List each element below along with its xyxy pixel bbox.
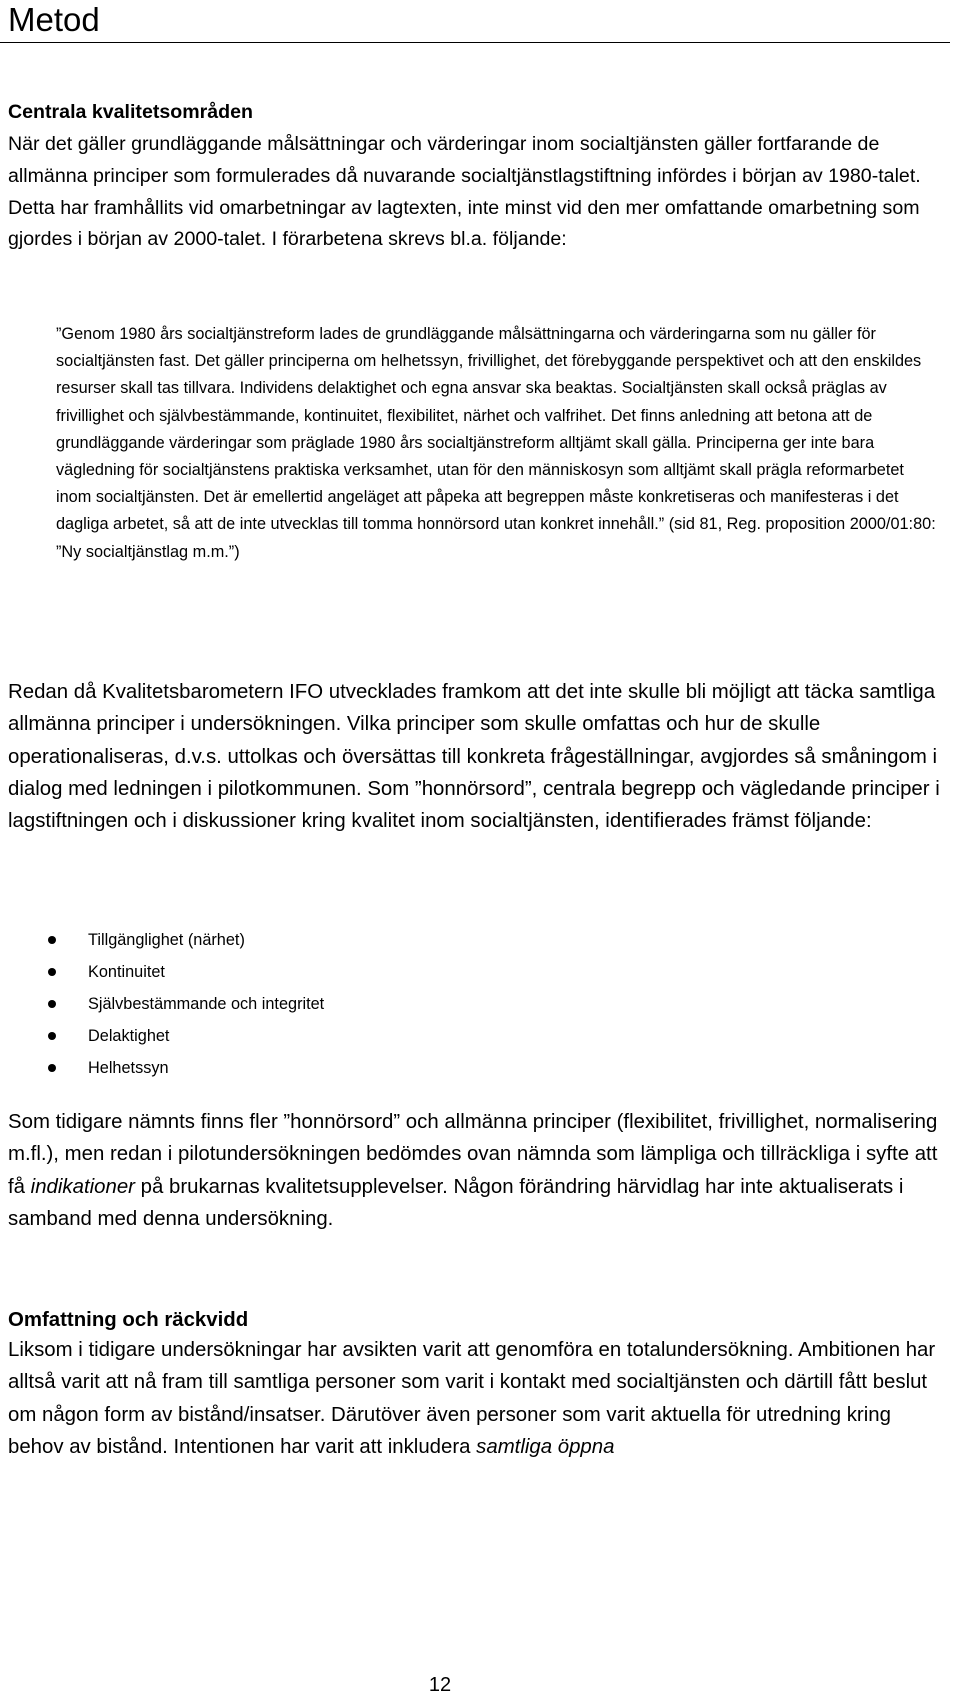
bullet-icon bbox=[48, 968, 56, 976]
honnorsord-paragraph: Som tidigare nämnts finns fler ”honnörsord” och allmänna principer (flexibilitet, frivillighet, normalisering m.fl.), men redan i pilotundersökningen bedömdes ovan nämnda som lämpliga och tillräckliga i syfte att få indikationer på brukarnas kvalitetsupplevelser. Någon förändring härvidlag har inte aktualiserats i samband med denna undersökning. bbox=[8, 1111, 938, 1230]
title-underline bbox=[0, 42, 950, 43]
section-heading-omfattning: Omfattning och räckvidd bbox=[8, 1309, 249, 1331]
emphasis-samtliga-oppna: samtliga öppna bbox=[476, 1435, 615, 1458]
section-heading-kvalitetsomraden: Centrala kvalitetsområden bbox=[8, 101, 254, 123]
principles-list bbox=[48, 924, 324, 1084]
list-item: Tillgänglighet (närhet) bbox=[48, 924, 324, 956]
intro-paragraph: När det gäller grundläggande målsättningar och värderingar inom socialtjänsten gäller fortfarande de allmänna principer som formulerades då nuvarande socialtjänstlagstiftning infördes i början av 1980-talet. Detta har framhållits vid omarbetningar av lagtexten, inte minst vid den mer omfattande omarbetning som gjordes i början av 2000-talet. I förarbetena skrevs bl.a. följande: bbox=[8, 133, 921, 251]
emphasis-indikationer: indikationer bbox=[30, 1175, 135, 1198]
legislation-quote: ”Genom 1980 års socialtjänstreform lades de grundläggande målsättningarna och värderingarna som nu gäller för socialtjänsten fast. Det gäller principerna om helhetssyn, frivillighet, det förebyggande perspektivet och att den enskildes resurser skall tas tillvara. Individens delaktighet och egna ansvar ska beaktas. Socialtjänsten skall också präglas av frivillighet och självbestämmande, kontinuitet, flexibilitet, närhet och valfrihet. Det finns anledning att betona att de grundläggande värderingar som präglade 1980 års socialtjänstreform alltjämt skall gälla. Principerna ger inte bara vägledning för socialtjänstens praktiska verksamhet, utan för den människosyn som alltjämt skall prägla reformarbetet inom socialtjänsten. Det är emellertid angeläget att påpeka att begreppen måste konkretiseras och manifesteras i det dagliga arbetet, så att de inte utvecklas till tomma honnörsord utan konkret innehåll.” (sid 81, Reg. proposition 2000/01:80: ”Ny socialtjänstlag m.m.”) bbox=[56, 325, 936, 561]
principles-paragraph: Redan då Kvalitetsbarometern IFO utvecklades framkom att det inte skulle bli möjligt att täcka samtliga allmänna principer i undersökningen. Vilka principer som skulle omfattas och hur de skulle operationaliseras, d.v.s. uttolkas och översättas till konkreta frågeställningar, avgjordes så småningom i dialog med ledningen i pilotkommunen. Som ”honnörsord”, centrala begrepp och vägledande principer i lagstiftningen och i diskussioner kring kvalitet inom socialtjänsten, identifierades främst följande: bbox=[8, 681, 940, 833]
bullet-icon bbox=[48, 1000, 56, 1008]
page-number: 12 bbox=[428, 1674, 452, 1696]
list-item: Självbestämmande och integritet bbox=[48, 988, 324, 1020]
omfattning-paragraph: Liksom i tidigare undersökningar har avsikten varit att genomföra en totalundersökning. Ambitionen har alltså varit att nå fram till samtliga personer som varit i kontakt med socialtjänsten och därtill fått beslut om någon form av bistånd/insatser. Därutöver även personer som varit aktuella för utredning kring behov av bistånd. Intentionen har varit att inkludera samtliga öppna bbox=[8, 1339, 936, 1458]
bullet-icon bbox=[48, 1064, 56, 1072]
bullet-icon bbox=[48, 1032, 56, 1040]
list-item: Delaktighet bbox=[48, 1020, 324, 1052]
list-item: Helhetssyn bbox=[48, 1052, 324, 1084]
list-item: Kontinuitet bbox=[48, 956, 324, 988]
page-title: Metod bbox=[8, 1, 100, 38]
bullet-icon bbox=[48, 936, 56, 944]
